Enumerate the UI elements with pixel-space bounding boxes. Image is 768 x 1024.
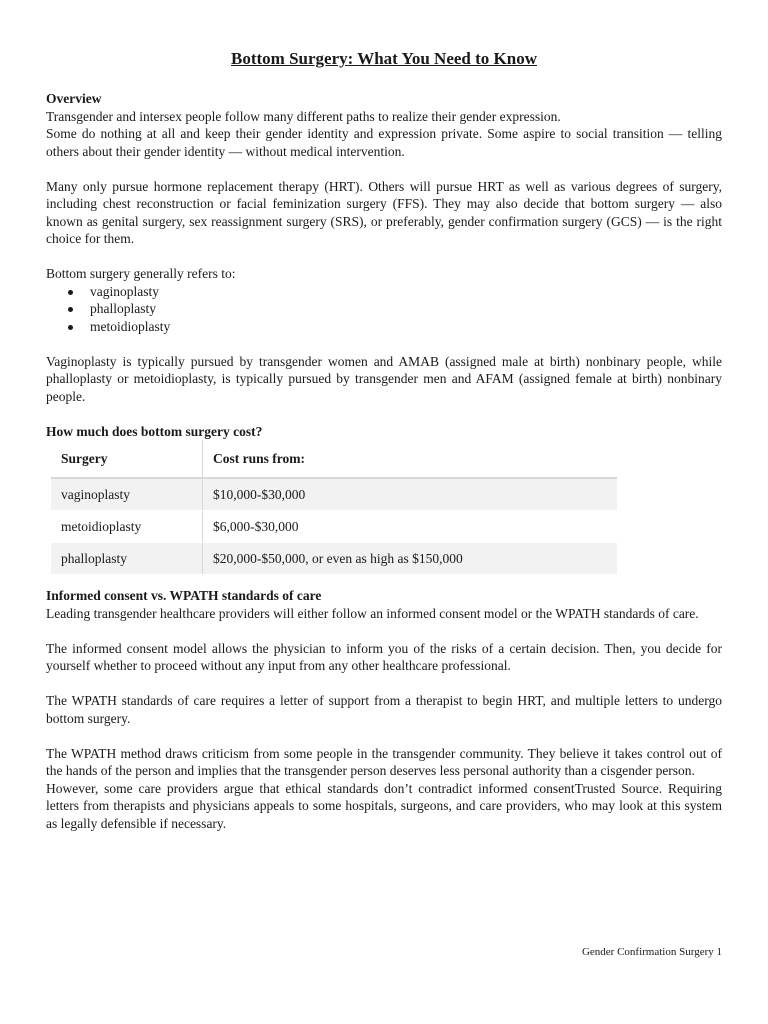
table-row <box>51 511 617 543</box>
cost-table <box>51 440 617 575</box>
list-item: metoidioplasty <box>90 318 722 336</box>
list-item: vaginoplasty <box>90 283 722 301</box>
column-header-cost: Cost runs from: <box>203 440 618 478</box>
consent-paragraph-1: Leading transgender healthcare providers will either follow an informed consent model or the WPATH standards of care. <box>46 605 699 621</box>
column-header-surgery: Surgery <box>51 440 203 478</box>
overview-paragraph-3: Many only pursue hormone replacement therapy (HRT). Others will pursue HRT as well as various degrees of surgery, including chest reconstruction or facial feminization surgery (FFS). They may also decide that bottom surgery — also known as genital surgery, sex reassignment surgery (SRS), or preferably, gender confirmation surgery (GCS) — is the right choice for them. <box>46 178 722 246</box>
surgery-list <box>46 283 722 336</box>
page-footer: Gender Confirmation Surgery 1 <box>581 946 722 958</box>
document-page <box>46 48 722 832</box>
overview-heading: Overview <box>46 91 102 106</box>
consent-paragraph-4: The WPATH method draws criticism from some people in the transgender community. They believe it takes control out of the hands of the person and implies that the transgender person deserves less personal authority than a cisgender person. <box>46 745 722 778</box>
table-cell: $10,000-$30,000 <box>203 478 618 511</box>
consent-heading: Informed consent vs. WPATH standards of care <box>46 588 322 603</box>
table-cell: $6,000-$30,000 <box>203 511 618 543</box>
table-cell: metoidioplasty <box>51 511 203 543</box>
overview-paragraph-2: Some do nothing at all and keep their gender identity and expression private. Some aspire to social transition — telling others about their gender identity — without medical intervention. <box>46 126 722 159</box>
consent-paragraph-5: However, some care providers argue that ethical standards don’t contradict informed consentTrusted Source. Requiring letters from therapists and physicians appeals to some hospitals, surgeons, and care providers, who may look at this system as legally defensible if necessary. <box>46 780 722 831</box>
document-title: Bottom Surgery: What You Need to Know <box>231 49 537 68</box>
overview-paragraph-1: Transgender and intersex people follow many different paths to realize their gender expression. <box>46 108 561 124</box>
consent-paragraph-3: The WPATH standards of care requires a letter of support from a therapist to begin HRT, and multiple letters to undergo bottom surgery. <box>46 693 722 726</box>
table-cell: phalloplasty <box>51 543 203 575</box>
overview-paragraph-5: Vaginoplasty is typically pursued by transgender women and AMAB (assigned male at birth) nonbinary people, while phalloplasty or metoidioplasty, is typically pursued by transgender men and AFAM (assigned female at birth) nonbinary people. <box>46 353 722 404</box>
consent-paragraph-2: The informed consent model allows the physician to inform you of the risks of a certain decision. Then, you decide for yourself whether to proceed without any input from any other healthcare professional. <box>46 640 722 673</box>
table-row <box>51 543 617 575</box>
table-cell: $20,000-$50,000, or even as high as $150,000 <box>203 543 618 575</box>
table-row <box>51 478 617 511</box>
cost-heading: How much does bottom surgery cost? <box>46 423 263 439</box>
table-cell: vaginoplasty <box>51 478 203 511</box>
overview-paragraph-4: Bottom surgery generally refers to: <box>46 266 236 281</box>
table-header-row <box>51 440 617 478</box>
list-item: phalloplasty <box>90 300 722 318</box>
